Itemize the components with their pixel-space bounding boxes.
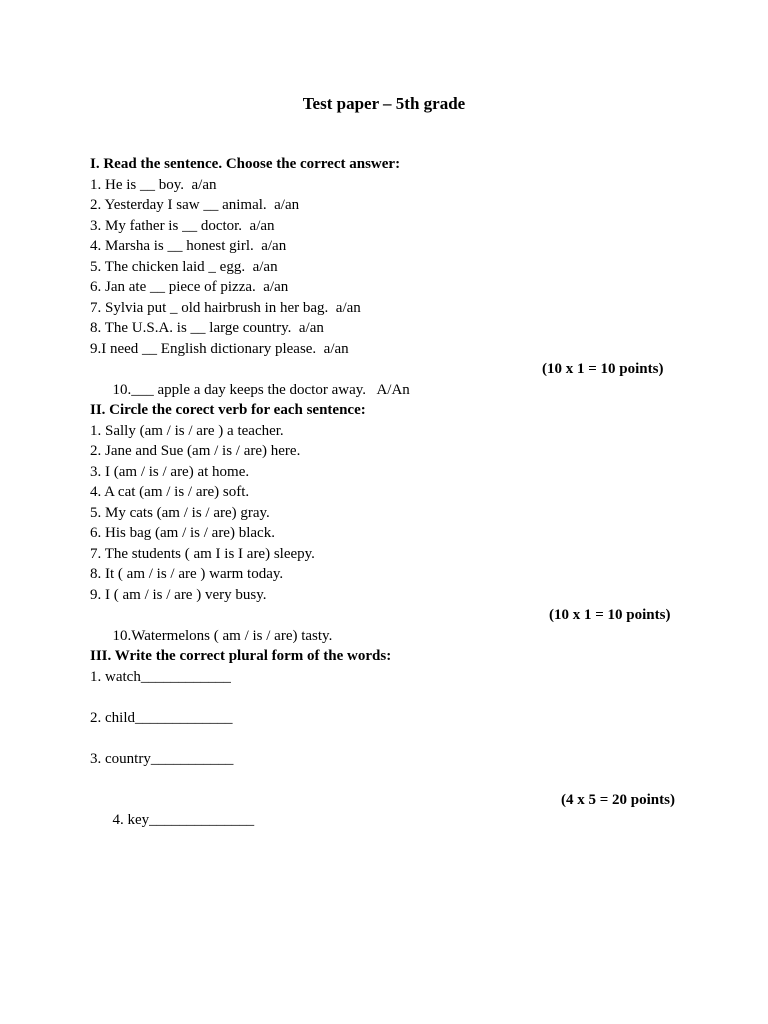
spacer: [90, 769, 690, 790]
spacer: [90, 728, 690, 749]
section-1-last-row: [90, 359, 690, 398]
section-2-item: 9. I ( am / is / are ) very busy.: [90, 586, 267, 603]
section-1-item: 10.___ apple a day keeps the doctor away. A/An: [112, 381, 410, 398]
section-1-item: 5. The chicken laid _ egg. a/an: [90, 258, 278, 275]
section-3-item: 4. key______________: [112, 812, 255, 828]
section-1-item: 8. The U.S.A. is __ large country. a/an: [90, 320, 324, 336]
section-1-points: (10 x 1 = 10 points): [542, 361, 664, 377]
section-3-item: 3. country___________: [90, 750, 234, 767]
section-2-item: 7. The students ( am I is I are) sleepy.: [90, 545, 315, 562]
section-3-item: 1. watch____________: [90, 668, 231, 685]
page-title: Test paper – 5th grade: [302, 94, 466, 113]
section-1-heading: I. Read the sentence. Choose the correct answer:: [90, 156, 401, 172]
section-1-item: 4. Marsha is __ honest girl. a/an: [90, 238, 287, 254]
section-2-item: 8. It ( am / is / are ) warm today.: [90, 566, 284, 582]
section-2-item: 2. Jane and Sue (am / is / are) here.: [90, 443, 301, 459]
section-2-item: 1. Sally (am / is / are ) a teacher.: [90, 422, 284, 439]
section-2-item: 4. A cat (am / is / are) soft.: [90, 484, 250, 500]
section-3-points: (4 x 5 = 20 points): [561, 791, 675, 808]
section-3-item: 2. child_____________: [90, 709, 233, 726]
section-3-heading: III. Write the correct plural form of the words:: [90, 648, 392, 664]
section-3-last-row: [90, 790, 690, 828]
section-2-item: 3. I (am / is / are) at home.: [90, 463, 250, 480]
section-1-item: 9.I need __ English dictionary please. a/an: [90, 340, 349, 357]
section-2-item: 5. My cats (am / is / are) gray.: [90, 504, 270, 521]
section-2-item: 10.Watermelons ( am / is / are) tasty.: [112, 627, 333, 644]
section-1-item: 2. Yesterday I saw __ animal. a/an: [90, 197, 300, 213]
section-2-heading: II. Circle the corect verb for each sentence:: [90, 402, 366, 418]
section-2-last-row: [90, 605, 690, 644]
section-2-item: 6. His bag (am / is / are) black.: [90, 525, 275, 541]
section-1-item: 7. Sylvia put _ old hairbrush in her bag. a/an: [90, 299, 361, 316]
spacer: [90, 687, 690, 708]
section-2-points: (10 x 1 = 10 points): [549, 607, 671, 623]
section-1-item: 6. Jan ate __ piece of pizza. a/an: [90, 279, 289, 295]
section-1-item: 1. He is __ boy. a/an: [90, 176, 217, 193]
section-1-item: 3. My father is __ doctor. a/an: [90, 217, 275, 234]
test-content: [90, 154, 690, 828]
